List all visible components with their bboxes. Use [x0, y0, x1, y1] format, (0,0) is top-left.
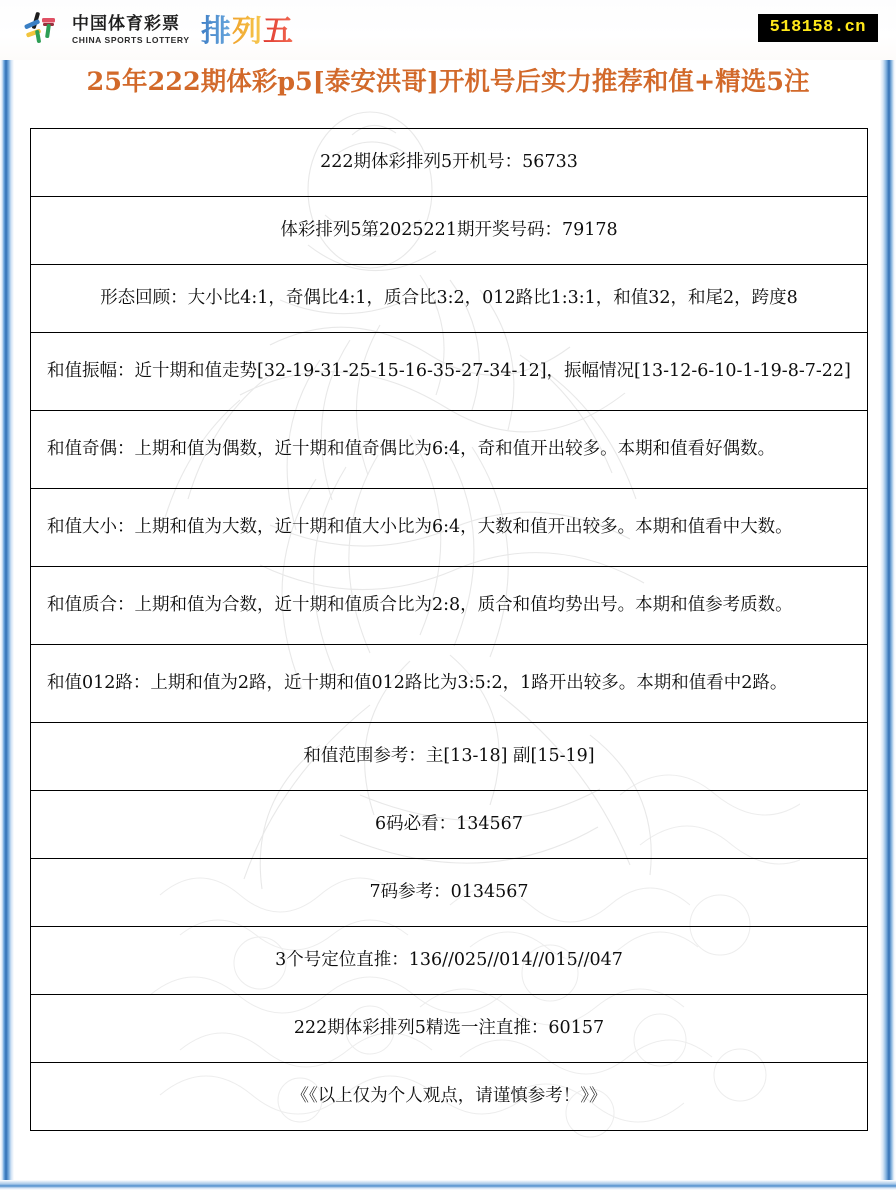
table-cell: 和值质合：上期和值为合数，近十期和值质合比为2:8，质合和值均势出号。本期和值参考质数。 — [31, 567, 868, 645]
table-row — [31, 791, 868, 859]
table-row — [31, 567, 868, 645]
page-border-right — [880, 0, 896, 1190]
table-cell: 和值012路：上期和值为2路，近十期和值012路比为3:5:2，1路开出较多。本期和值看中2路。 — [31, 645, 868, 723]
table-row — [31, 723, 868, 791]
svg-text:列: 列 — [231, 14, 262, 49]
table-cell: 7码参考：0134567 — [31, 859, 868, 927]
page-title: 25年222期体彩p5[泰安洪哥]开机号后实力推荐和值+精选5注 — [86, 67, 810, 97]
table-cell: 和值振幅：近十期和值走势[32-19-31-25-15-16-35-27-34-12]，振幅情况[13-12-6-10-1-19-8-7-22] — [31, 333, 868, 411]
page-border-left — [0, 0, 14, 1190]
table-row — [31, 927, 868, 995]
table-cell: 和值奇偶：上期和值为偶数，近十期和值奇偶比为6:4，奇和值开出较多。本期和值看好偶数。 — [31, 411, 868, 489]
prediction-table — [30, 128, 868, 1131]
table-cell: 和值大小：上期和值为大数，近十期和值大小比为6:4，大数和值开出较多。本期和值看中大数。 — [31, 489, 868, 567]
page-header — [0, 0, 896, 60]
table-row — [31, 489, 868, 567]
pailiewu-game-logo — [200, 11, 296, 49]
table-cell: 6码必看：134567 — [31, 791, 868, 859]
page-border-bottom — [0, 1180, 896, 1190]
table-row — [31, 129, 868, 197]
table-row — [31, 411, 868, 489]
prediction-table-body — [31, 129, 868, 1131]
sports-lottery-emblem-icon — [22, 10, 66, 50]
brand-logo — [22, 10, 296, 50]
table-row — [31, 859, 868, 927]
svg-text:排: 排 — [200, 14, 231, 49]
site-url-badge[interactable]: 518158.cn — [758, 14, 878, 42]
table-row — [31, 995, 868, 1063]
table-row — [31, 197, 868, 265]
table-row — [31, 1063, 868, 1131]
table-cell: 和值范围参考：主[13-18] 副[15-19] — [31, 723, 868, 791]
table-cell: 3个号定位直推：136//025//014//015//047 — [31, 927, 868, 995]
table-cell: 形态回顾：大小比4:1，奇偶比4:1，质合比3:2，012路比1:3:1，和值32，和尾2，跨度8 — [31, 265, 868, 333]
brand-name-cn: 中国体育彩票 — [72, 13, 180, 34]
table-cell: 体彩排列5第2025221期开奖号码：79178 — [31, 197, 868, 265]
table-cell: 《《以上仅为个人观点，请谨慎参考！》》 — [31, 1063, 868, 1131]
table-cell: 222期体彩排列5精选一注直推：60157 — [31, 995, 868, 1063]
svg-text:五: 五 — [262, 14, 293, 49]
brand-name-en: CHINA SPORTS LOTTERY — [72, 34, 190, 45]
table-cell: 222期体彩排列5开机号：56733 — [31, 129, 868, 197]
table-row — [31, 265, 868, 333]
table-row — [31, 645, 868, 723]
brand-wordmark — [72, 13, 190, 45]
table-row — [31, 333, 868, 411]
